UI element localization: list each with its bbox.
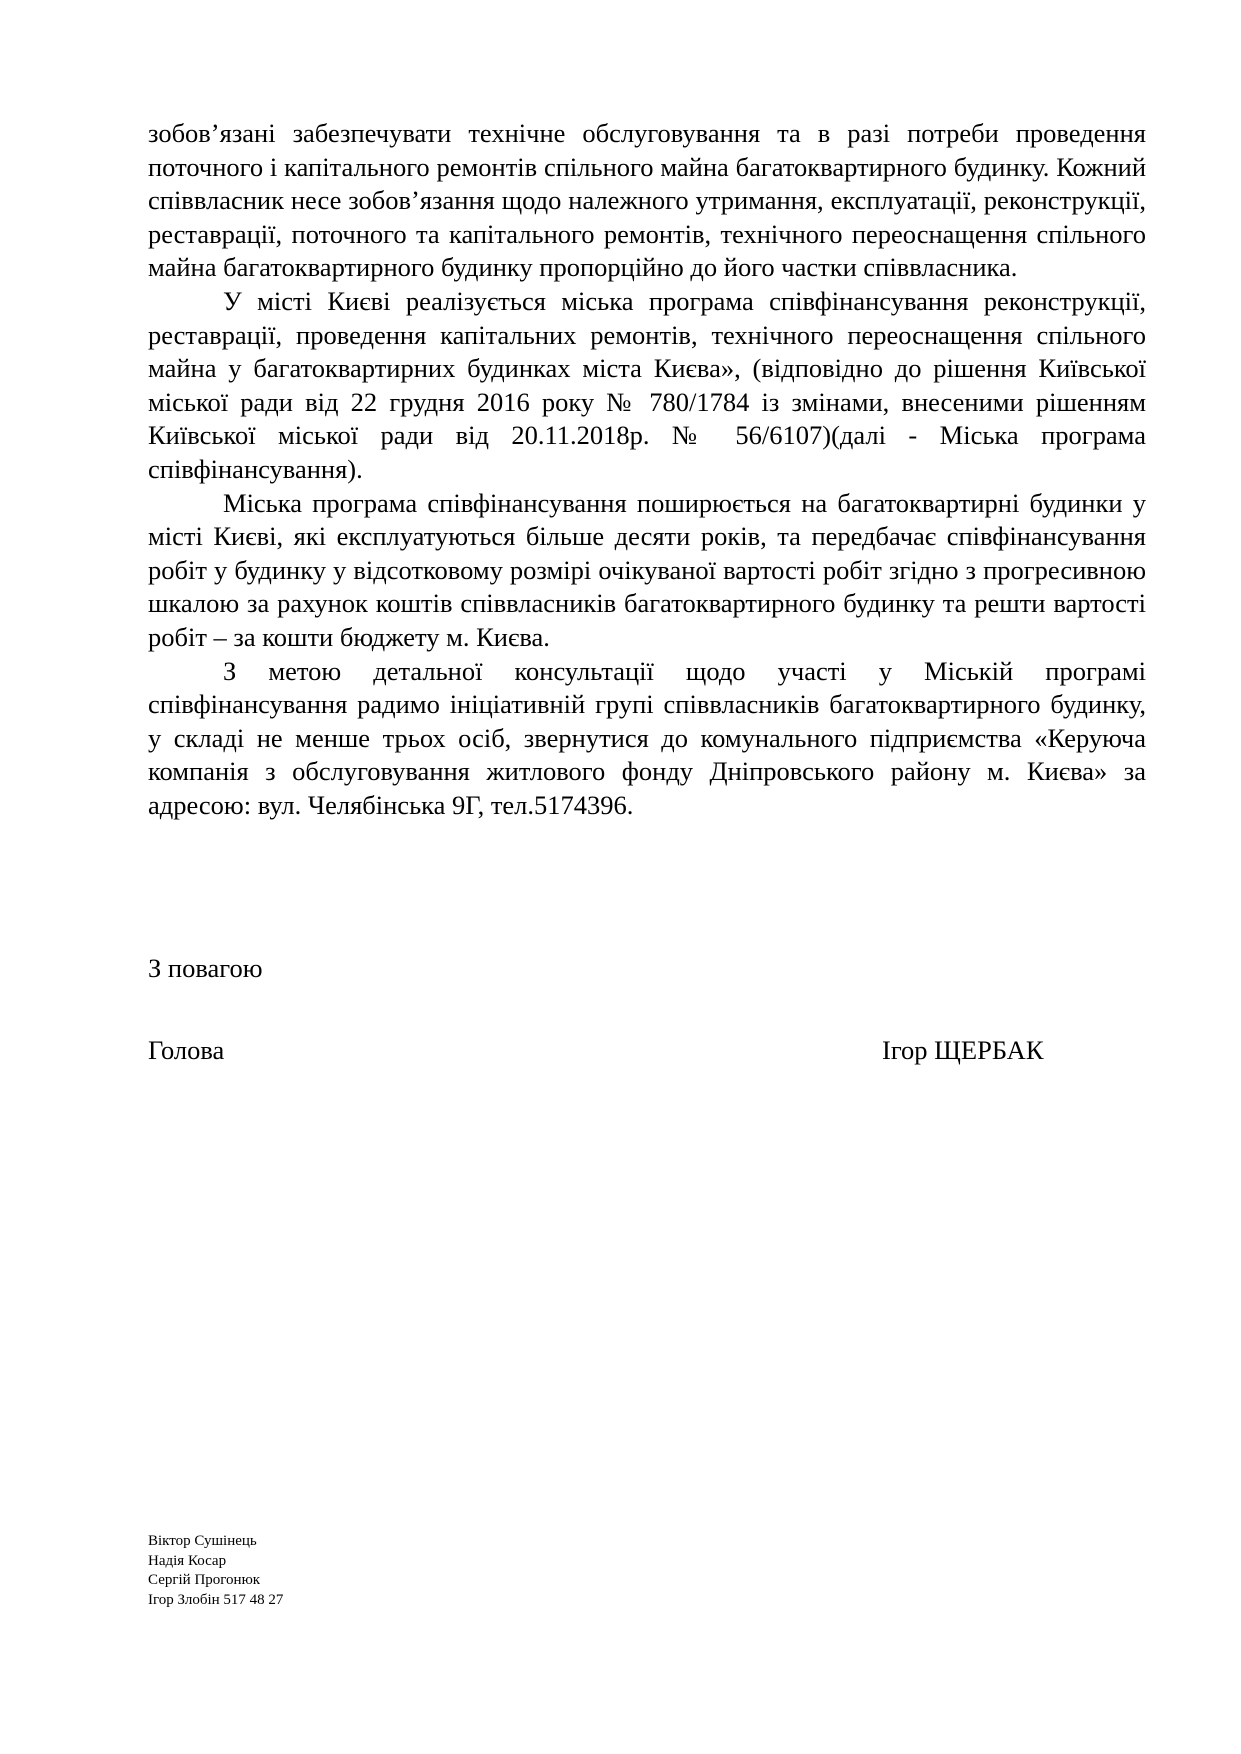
- signatory-name: Ігор ЩЕРБАК: [882, 1035, 1044, 1065]
- author-line: Надія Косар: [148, 1552, 227, 1569]
- paragraph-consultation: З метою детальної консультації щодо участі у Міській програмі співфінансування радимо ініціативній групі співвласників багатоквартирного будинку, у складі не менше трьох осіб, звернутися до комунального підприємства «Керуюча компанія з обслуговування житлового фонду Дніпровського району м. Києва» за адресою: вул. Челябінська 9Г, тел.5174396.: [148, 655, 1146, 820]
- paragraph-program-scope: Міська програма співфінансування поширюється на багатоквартирні будинки у місті Києві, які експлуатуються більше десяти років, та передбачає співфінансування робіт у будинку у відсотковому розмірі очікуваної вартості робіт згідно з прогресивною шкалою за рахунок коштів співвласників багатоквартирного будинку та решти вартості робіт – за кошти бюджету м. Києва.: [148, 487, 1146, 652]
- paragraph-city-program: У місті Києві реалізується міська програма співфінансування реконструкції, реставрації, проведення капітальних ремонтів, технічного переоснащення спільного майна у багатоквартирних будинках міста Києва», (відповідно до рішення Київської міської ради від 22 грудня 2016 року № 780/1784 із змінами, внесеними рішенням Київської міської ради від 20.11.2018р. № 56/6107)(далі - Міська програма співфінансування).: [148, 285, 1146, 484]
- letter-body: [148, 117, 1146, 822]
- closing-salutation: З повагою: [148, 953, 263, 983]
- author-line: Ігор Злобін 517 48 27: [148, 1591, 284, 1608]
- signatory-title: Голова: [148, 1035, 225, 1065]
- paragraph-obligations: зобов’язані забезпечувати технічне обслуговування та в разі потреби проведення поточного і капітального ремонтів спільного майна багатоквартирного будинку. Кожний співвласник несе зобов’язання щодо належного утримання, експлуатації, реконструкції, реставрації, поточного та капітального ремонтів, технічного переоснащення спільного майна багатоквартирного будинку пропорційно до його частки співвласника.: [148, 118, 1146, 283]
- author-line: Віктор Сушінець: [148, 1533, 257, 1549]
- authors-list: [148, 1532, 283, 1610]
- author-line: Сергій Прогонюк: [148, 1572, 261, 1588]
